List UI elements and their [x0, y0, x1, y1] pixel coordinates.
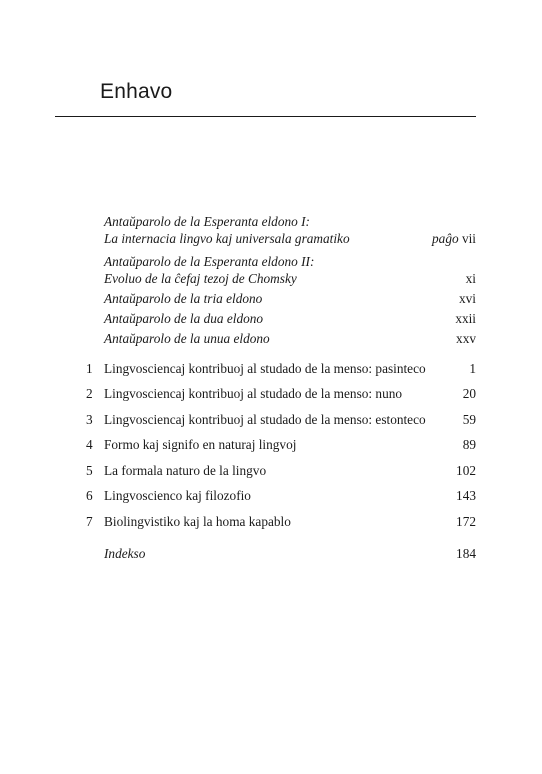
- preface-page-number: xxv: [456, 331, 476, 346]
- chapter-title: Formo kaj signifo en naturaj lingvoj: [104, 437, 297, 452]
- chapter-page-number: 89: [462, 437, 476, 452]
- preface-title-line2: La internacia lingvo kaj universala gramatiko: [104, 231, 350, 246]
- toc-chapter-entry[interactable]: [0, 513, 542, 531]
- chapter-title: Lingvosciencaj kontribuoj al studado de la menso: estonteco: [104, 412, 426, 427]
- toc-index-entry[interactable]: [0, 545, 542, 563]
- preface-title-line1: Antaŭparolo de la tria eldono: [104, 291, 263, 306]
- chapter-number: 2: [86, 386, 93, 401]
- toc-preface-entry[interactable]: [104, 253, 476, 287]
- chapter-number: 1: [86, 361, 93, 376]
- toc-preface-entry[interactable]: [104, 310, 476, 327]
- chapter-title: La formala naturo de la lingvo: [104, 463, 267, 478]
- toc-preface-entry[interactable]: [104, 330, 476, 347]
- preface-page-number: xxii: [455, 311, 476, 326]
- chapter-title: Lingvoscienco kaj filozofio: [104, 488, 251, 503]
- preface-page-number: xi: [465, 271, 476, 286]
- preface-page-number: [432, 230, 476, 247]
- toc-chapter-entry[interactable]: [0, 360, 542, 378]
- toc-chapter-entry[interactable]: [0, 436, 542, 454]
- toc-chapter-entry[interactable]: [0, 487, 542, 505]
- chapter-number: 5: [86, 463, 93, 478]
- chapter-page-number: 20: [462, 386, 476, 401]
- chapter-number: 4: [86, 437, 93, 452]
- chapter-title: Lingvosciencaj kontribuoj al studado de la menso: nuno: [104, 386, 403, 401]
- chapter-number: 6: [86, 488, 93, 503]
- chapter-page-number: 102: [456, 463, 476, 478]
- title-divider: [55, 116, 476, 117]
- preface-title-line1: Antaŭparolo de la dua eldono: [104, 311, 264, 326]
- toc-chapter-entry[interactable]: [0, 385, 542, 403]
- chapter-number: 7: [86, 514, 93, 529]
- chapter-number: 3: [86, 412, 93, 427]
- preface-title-line1: Antaŭparolo de la Esperanta eldono II:: [104, 254, 315, 269]
- toc-chapter-entry[interactable]: [0, 462, 542, 480]
- toc-chapter-entry[interactable]: [0, 411, 542, 429]
- chapter-page-number: 1: [469, 361, 476, 376]
- chapter-page-number: 59: [462, 412, 476, 427]
- toc-preface-entry[interactable]: [104, 213, 476, 247]
- toc-preface-entry[interactable]: [104, 290, 476, 307]
- chapter-page-number: 143: [456, 488, 476, 503]
- chapter-title: Lingvosciencaj kontribuoj al studado de la menso: pasinteco: [104, 361, 426, 376]
- page-prefix: paĝo: [432, 231, 459, 246]
- page-title: Enhavo: [100, 80, 173, 103]
- chapter-page-number: 172: [456, 514, 476, 529]
- index-title: Indekso: [104, 546, 146, 561]
- page-value: vii: [461, 231, 476, 246]
- preface-title-line1: Antaŭparolo de la Esperanta eldono I:: [104, 214, 310, 229]
- index-page-number: 184: [456, 546, 476, 561]
- preface-title-line1: Antaŭparolo de la unua eldono: [104, 331, 270, 346]
- chapter-title: Biolingvistiko kaj la homa kapablo: [104, 514, 291, 529]
- preface-title-line2: Evoluo de la ĉefaj tezoj de Chomsky: [104, 271, 297, 286]
- preface-page-number: xvi: [459, 291, 476, 306]
